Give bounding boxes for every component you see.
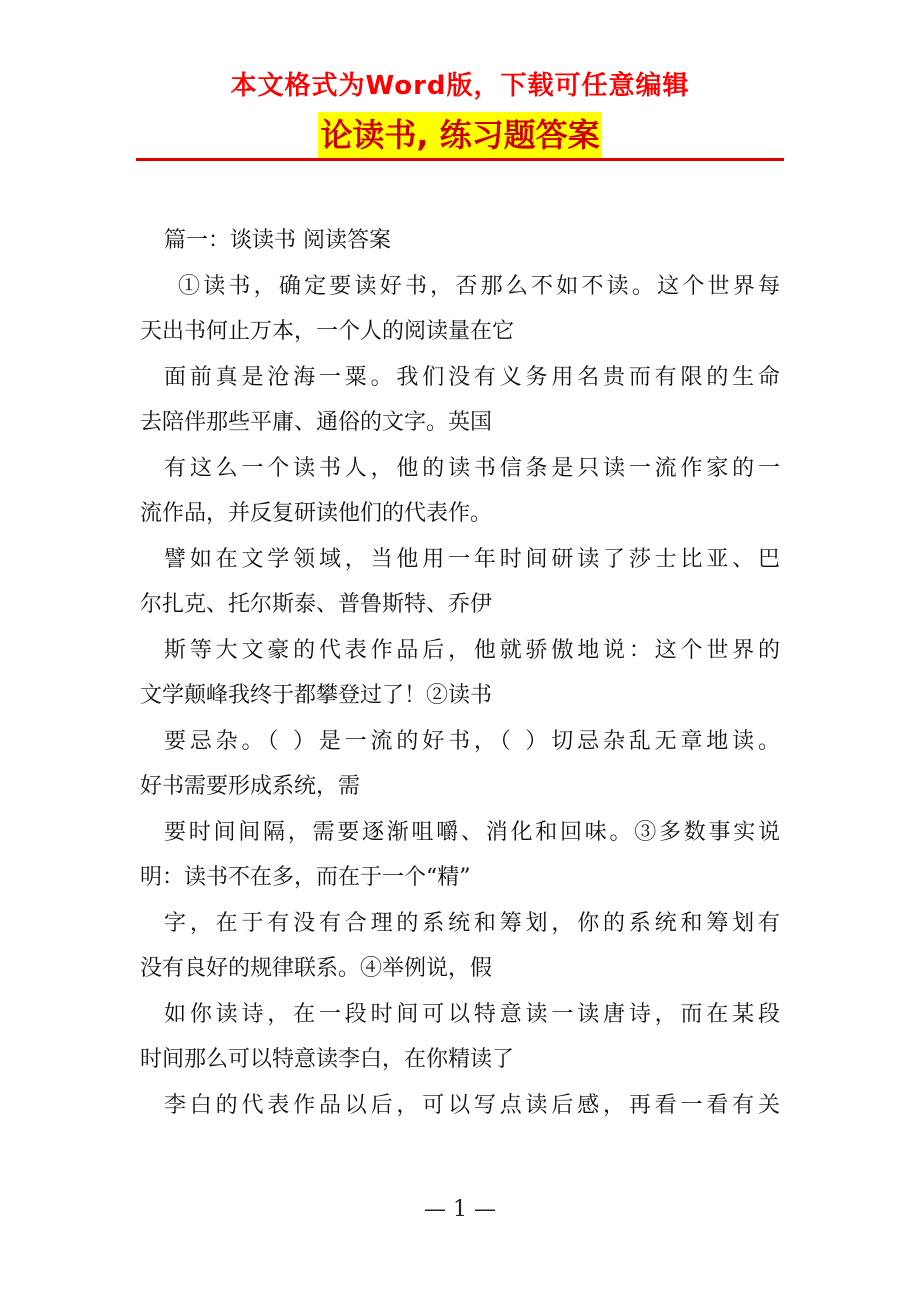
body-line: 去陪伴那些平庸、通俗的文字。英国 xyxy=(140,410,493,435)
body-line: 文学颠峰我终于都攀登过了！②读书 xyxy=(140,683,493,708)
body-line: 譬如在文学领域，当他用一年时间研读了莎士比亚、巴 xyxy=(164,546,780,572)
section-heading: 篇一：谈读书 阅读答案 xyxy=(164,228,391,253)
body-line: 流作品，并反复研读他们的代表作。 xyxy=(140,501,493,526)
document-body xyxy=(140,218,780,1128)
body-line: ①读书，确定要读好书，否那么不如不读。这个世界每 xyxy=(178,273,780,299)
body-line: 斯等大文豪的代表作品后，他就骄傲地说：这个世界的 xyxy=(164,637,780,663)
body-line: 面前真是沧海一粟。我们没有义务用名贵而有限的生命 xyxy=(164,364,780,390)
header-banner: 本文格式为Word版，下载可任意编辑 xyxy=(230,71,690,101)
document-title: 论读书, 练习题答案 xyxy=(318,112,601,158)
title-divider xyxy=(136,158,784,161)
body-line: 尔扎克、托尔斯泰、普鲁斯特、乔伊 xyxy=(140,592,493,617)
body-line: 没有良好的规律联系。④举例说，假 xyxy=(140,956,493,981)
page-number: — 1 — xyxy=(424,1197,496,1222)
body-line: 李白的代表作品以后，可以写点读后感，再看一看有关 xyxy=(164,1092,780,1118)
body-line: 天出书何止万本，一个人的阅读量在它 xyxy=(140,319,515,344)
body-line: 好书需要形成系统，需 xyxy=(140,774,361,799)
body-line: 有这么一个读书人，他的读书信条是只读一流作家的一 xyxy=(164,455,780,481)
body-line: 如你读诗，在一段时间可以特意读一读唐诗，而在某段 xyxy=(164,1001,780,1027)
body-line: 字，在于有没有合理的系统和筹划，你的系统和筹划有 xyxy=(164,910,780,936)
body-line: 要忌杂。（ ）是一流的好书，（ ）切忌杂乱无章地读。 xyxy=(164,728,780,754)
title-container xyxy=(0,112,920,158)
body-line: 时间那么可以特意读李白，在你精读了 xyxy=(140,1047,515,1072)
body-line: 明：读书不在多，而在于一个“精” xyxy=(140,865,471,890)
body-line: 要时间间隔，需要逐渐咀嚼、消化和回味。③多数事实说 xyxy=(164,819,780,845)
